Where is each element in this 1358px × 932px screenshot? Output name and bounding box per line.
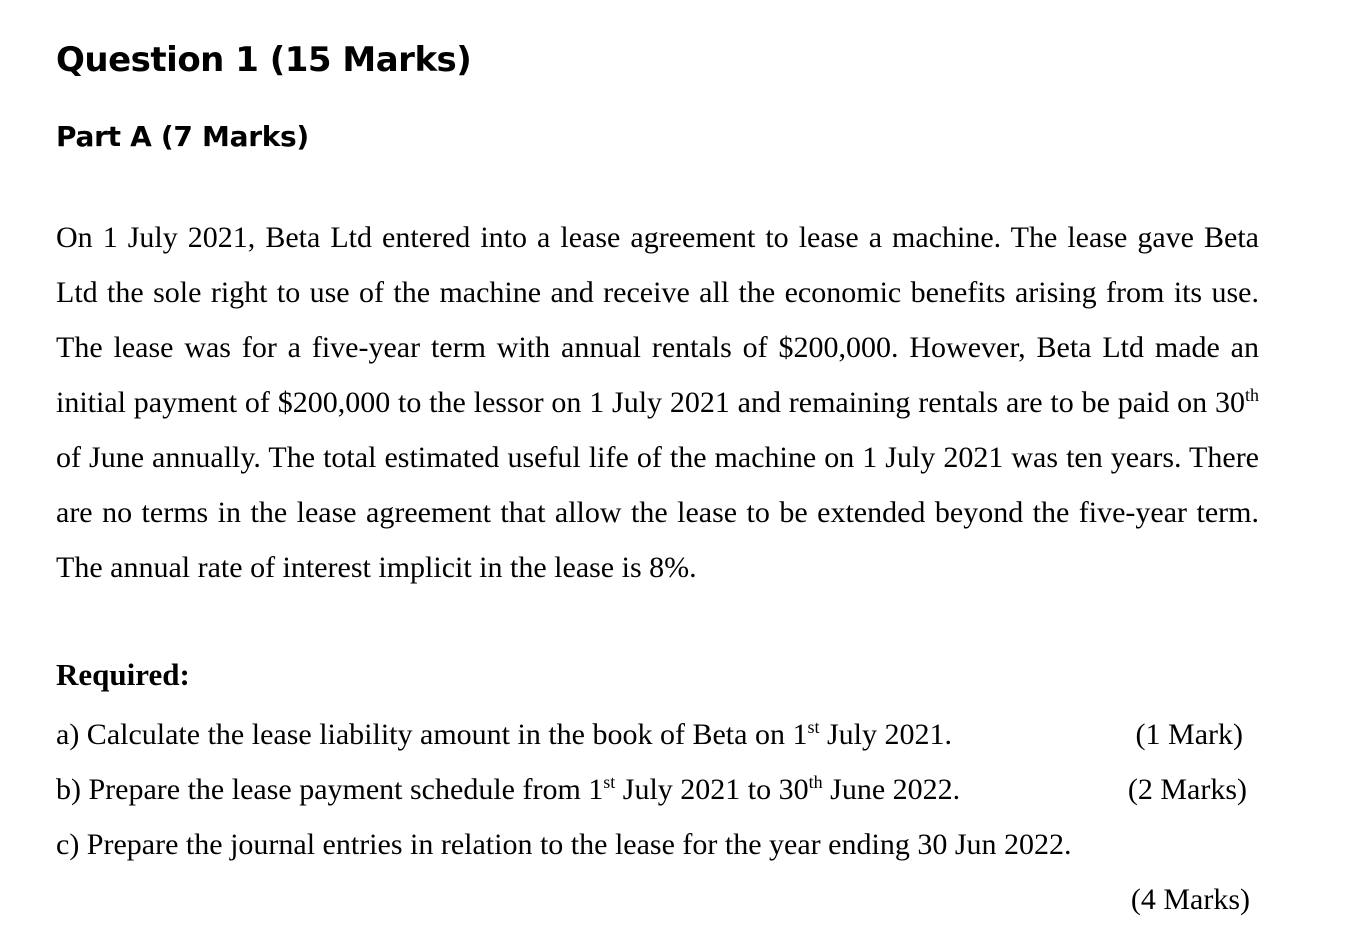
- part-a-title: Part A (7 Marks): [56, 120, 309, 153]
- requirement-b-superscript-1: st: [603, 772, 616, 792]
- requirement-a-text: a) Calculate the lease liability amount in the book of Beta on 1: [56, 718, 808, 751]
- requirement-a-marks: (1 Mark): [1135, 718, 1243, 751]
- scenario-superscript: th: [1244, 385, 1259, 405]
- scenario-text-1: On 1 July 2021, Beta Ltd entered into a lease agreement to lease a machine. The lease gave Beta Ltd the sole right to use of the machine and receive all the economic benefits arising from its use. The lease was for a five-year term with annual rentals of $200,000. However, Beta Ltd made an initial payment of $200,000 to the lessor on 1 July 2021 and remaining rentals are to be paid on 30: [56, 221, 1259, 419]
- requirement-a: [56, 718, 952, 752]
- requirement-b-text: b) Prepare the lease payment schedule from 1: [56, 773, 604, 806]
- scenario-text-2: of June annually. The total estimated useful life of the machine on 1 July 2021 was ten years. There are no terms in the lease agreement that allow the lease to be extended beyond the five-year term. The annual rate of interest implicit in the lease is 8%.: [56, 441, 1259, 584]
- requirement-a-superscript: st: [807, 717, 820, 737]
- scenario-paragraph: [56, 210, 1259, 595]
- requirement-c-marks: (4 Marks): [1130, 883, 1250, 916]
- required-heading: Required:: [56, 657, 190, 692]
- requirement-b-marks: (2 Marks): [1127, 773, 1247, 806]
- requirement-b-text-end: June 2022.: [822, 773, 961, 806]
- requirement-b-text-mid: July 2021 to 30: [615, 773, 809, 806]
- requirement-c: c) Prepare the journal entries in relation to the lease for the year ending 30 Jun 2022.: [56, 828, 1072, 861]
- requirement-b-superscript-2: th: [808, 772, 823, 792]
- requirement-b: [56, 773, 960, 807]
- question-title: Question 1 (15 Marks): [56, 40, 472, 80]
- requirement-a-text-end: July 2021.: [819, 718, 952, 751]
